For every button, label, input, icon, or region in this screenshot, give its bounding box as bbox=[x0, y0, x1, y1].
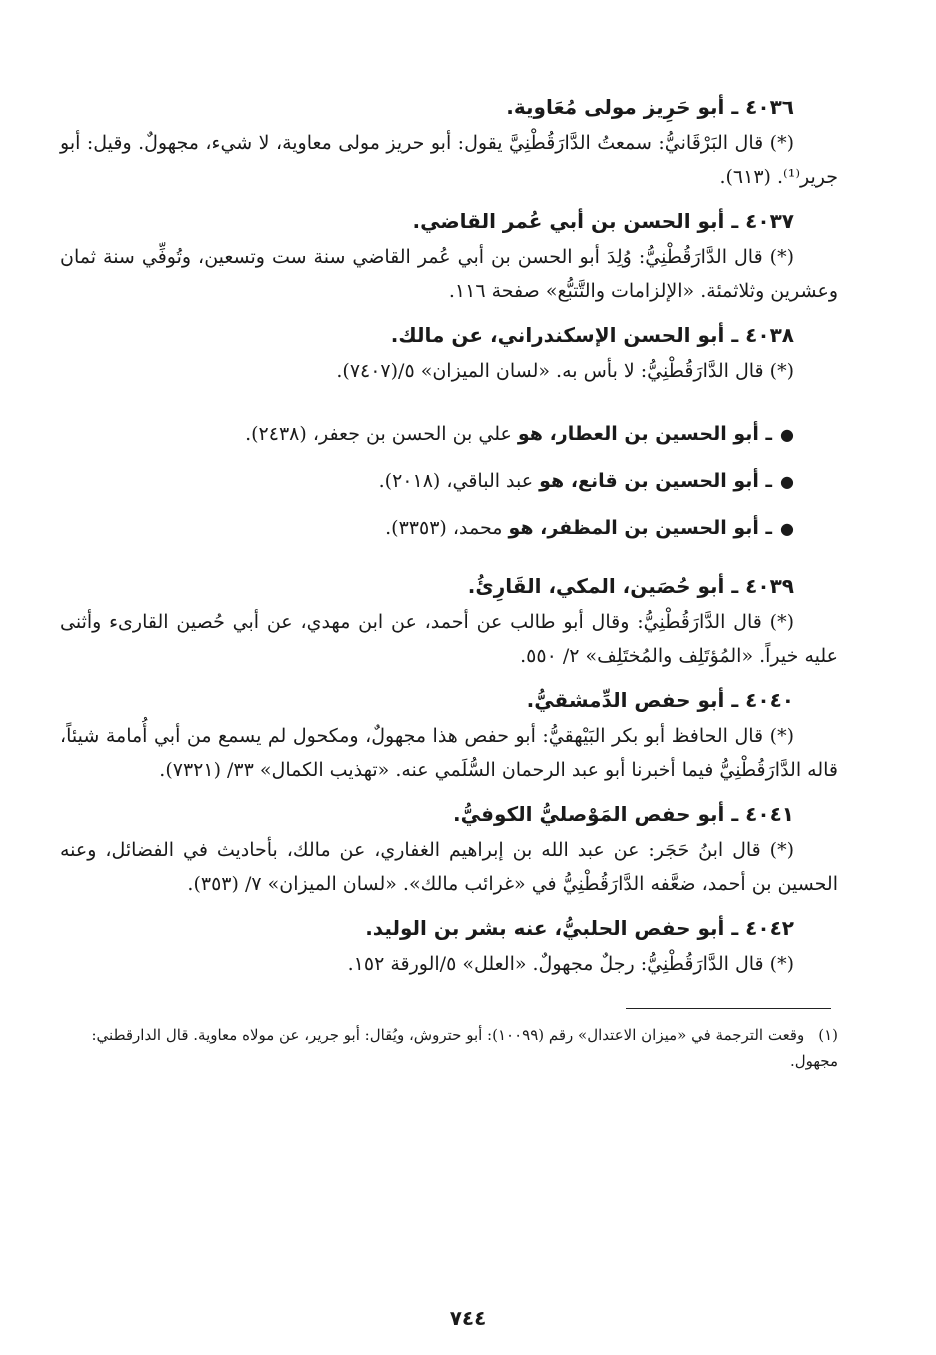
cross-reference-target: علي بن الحسن بن جعفر، (٢٤٣٨). bbox=[245, 423, 518, 445]
footnote-number: (١) bbox=[818, 1026, 838, 1044]
cross-reference-item bbox=[60, 461, 838, 502]
entry-heading-4041: ٤٠٤١ ـ أبو حفص المَوْصليُّ الكوفيُّ. bbox=[453, 802, 794, 826]
bullet-icon: ● bbox=[780, 425, 794, 444]
entry-body-4037: (*) قال الدَّارَقُطْنِيُّ: وُلِدَ أبو الحسن بن أبي عُمر القاضي سنة ست وتسعين، وتُوفِّي سنة ثمان وعشرين وثلاثمئة. «الإلزامات والتَّتبُّع» صفحة ١١٦. bbox=[60, 246, 838, 302]
entry-body-4036: (*) قال البَرْقَانيُّ: سمعتُ الدَّارَقُطْنِيَّ يقول: أبو حريز مولى معاوية، لا شيء، مجهولٌ. وقيل: أبو جرير⁽¹⁾. (٦١٣). bbox=[60, 132, 838, 188]
entry-heading-4040: ٤٠٤٠ ـ أبو حفص الدِّمشقيُّ. bbox=[526, 688, 794, 712]
footnote bbox=[60, 1022, 838, 1074]
cross-reference-target: عبد الباقي، (٢٠١٨). bbox=[378, 470, 540, 492]
bullet-icon: ● bbox=[780, 519, 794, 538]
page-content bbox=[60, 88, 838, 1348]
bullet-icon: ● bbox=[780, 472, 794, 491]
entry-body-4040: (*) قال الحافظ أبو بكر البَيْهقيُّ: أبو حفص هذا مجهولٌ، ومكحول لم يسمع من أبي أُمامة شيئاً، قاله الدَّارَقُطْنِيُّ فيما أخبرنا أبو عبد الرحمان السُّلَمي عنه. «تهذيب الكمال» ٣٣/ (٧٣٢١). bbox=[60, 725, 838, 781]
cross-reference-name: ـ أبو الحسين بن قانع، هو bbox=[539, 470, 773, 492]
page-number: ٧٤٤ bbox=[449, 1306, 487, 1330]
entry-heading-4042: ٤٠٤٢ ـ أبو حفص الحلبيُّ، عنه بشر بن الوليد. bbox=[365, 916, 794, 940]
entry-body-4038: (*) قال الدَّارَقُطْنِيُّ: لا بأس به. «لسان الميزان» ٥/(٧٤٠٧). bbox=[336, 360, 794, 382]
footnote-text: وقعت الترجمة في «ميزان الاعتدال» رقم (١٠٠٩٩): أبو حتروش، ويُقال: أبو جرير، عن مولاه معاوية. قال الدارقطني: مجهول. bbox=[91, 1026, 838, 1070]
cross-reference-target: محمد، (٣٣٥٣). bbox=[385, 517, 509, 539]
entry-heading-4038: ٤٠٣٨ ـ أبو الحسن الإسكندراني، عن مالك. bbox=[390, 323, 794, 347]
entry-body-4039: (*) قال الدَّارَقُطْنِيُّ: وقال أبو طالب عن أحمد، عن ابن مهدي، عن أبي حُصين القارىء وأثنى عليه خيراً. «المُؤتَلِف والمُختَلِف» ٢/ ٥٥٠. bbox=[60, 611, 838, 667]
cross-reference-item bbox=[60, 414, 838, 455]
entry-heading-4037: ٤٠٣٧ ـ أبو الحسن بن أبي عُمر القاضي. bbox=[412, 209, 794, 233]
entry-heading-4039: ٤٠٣٩ ـ أبو حُصَين، المكي، القَارِئُ. bbox=[467, 574, 794, 598]
entry-body-4041: (*) قال ابنُ حَجَر: عن عبد الله بن إبراهيم الغفاري، عن مالك، بأحاديث في الفضائل، وعنه الحسين بن أحمد، ضعَّفه الدَّارَقُطْنِيُّ في «غرائب مالك». «لسان الميزان» ٧/ (٣٥٣). bbox=[60, 839, 838, 895]
entry-body-4042: (*) قال الدَّارَقُطْنِيُّ: رجلٌ مجهولٌ. «العلل» ٥/الورقة ١٥٢. bbox=[347, 953, 794, 975]
entry-heading-4036: ٤٠٣٦ ـ أبو حَرِيز مولى مُعَاوية. bbox=[506, 95, 794, 119]
cross-reference-name: ـ أبو الحسين بن المظفر، هو bbox=[508, 517, 773, 539]
cross-reference-item bbox=[60, 508, 838, 549]
cross-reference-name: ـ أبو الحسين بن العطار، هو bbox=[517, 423, 773, 445]
footnote-divider bbox=[626, 1008, 831, 1009]
